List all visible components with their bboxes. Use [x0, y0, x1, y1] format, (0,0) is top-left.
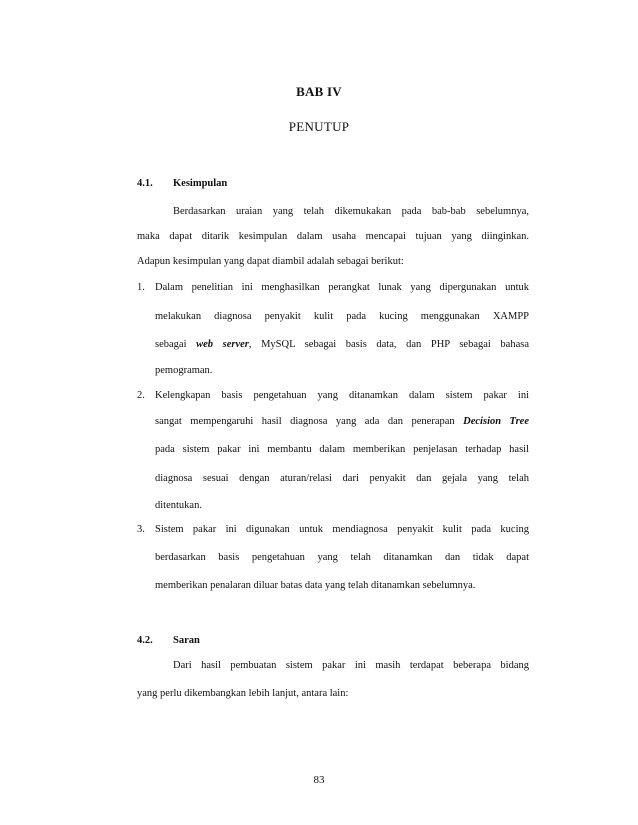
list-number: 1.: [137, 282, 145, 293]
list-item-line: diagnosa sesuai dengan aturan/relasi dari penyakit dan gejala yang telah: [155, 473, 529, 484]
page-number: 83: [313, 774, 325, 786]
list-item-line: ditentukan.: [155, 500, 202, 511]
list-item-line: pada sistem pakar ini membantu dalam memberikan penjelasan terhadap hasil: [155, 444, 529, 455]
paragraph-line: maka dapat ditarik kesimpulan dalam usaha mencapai tujuan yang diinginkan.: [137, 231, 529, 242]
text-run: , MySQL sebagai basis data, dan PHP sebagai bahasa: [248, 339, 529, 350]
text-run: sebagai: [155, 339, 197, 350]
paragraph-line: yang perlu dikembangkan lebih lanjut, antara lain:: [137, 688, 349, 699]
paragraph-line: Berdasarkan uraian yang telah dikemukakan pada bab-bab sebelumnya,: [173, 206, 529, 217]
section-heading-kesimpulan: [137, 178, 227, 189]
list-item-line: Sistem pakar ini digunakan untuk mendiagnosa penyakit kulit pada kucing: [155, 524, 529, 535]
list-item-line: berdasarkan basis pengetahuan yang telah ditanamkan dan tidak dapat: [155, 552, 529, 563]
list-item-line: memberikan penalaran diluar batas data yang telah ditanamkan sebelumnya.: [155, 580, 476, 591]
list-item-line: [155, 339, 529, 350]
list-item-line: Kelengkapan basis pengetahuan yang ditanamkan dalam sistem pakar ini: [155, 390, 529, 401]
list-number: 2.: [137, 390, 145, 401]
list-item-line: Dalam penelitian ini menghasilkan perangkat lunak yang dipergunakan untuk: [155, 282, 529, 293]
section-number: 4.1.: [137, 178, 153, 189]
section-heading-saran: [137, 635, 200, 646]
chapter-title: PENUTUP: [288, 119, 350, 134]
section-title: Saran: [173, 635, 200, 646]
paragraph-line: Adapun kesimpulan yang dapat diambil adalah sebagai berikut:: [137, 256, 404, 267]
emphasis-text: web server: [196, 339, 249, 350]
list-number: 3.: [137, 524, 145, 535]
list-item-line: pemograman.: [155, 365, 213, 376]
paragraph-line: Dari hasil pembuatan sistem pakar ini masih terdapat beberapa bidang: [173, 660, 529, 671]
text-run: sangat mempengaruhi hasil diagnosa yang ada dan penerapan: [155, 416, 464, 427]
section-title: Kesimpulan: [173, 178, 228, 189]
emphasis-text: Decision Tree: [463, 416, 529, 427]
section-number: 4.2.: [137, 635, 153, 646]
list-item-line: [155, 416, 529, 427]
chapter-heading: BAB IV: [296, 84, 342, 99]
list-item-line: melakukan diagnosa penyakit kulit pada kucing menggunakan XAMPP: [155, 311, 529, 322]
